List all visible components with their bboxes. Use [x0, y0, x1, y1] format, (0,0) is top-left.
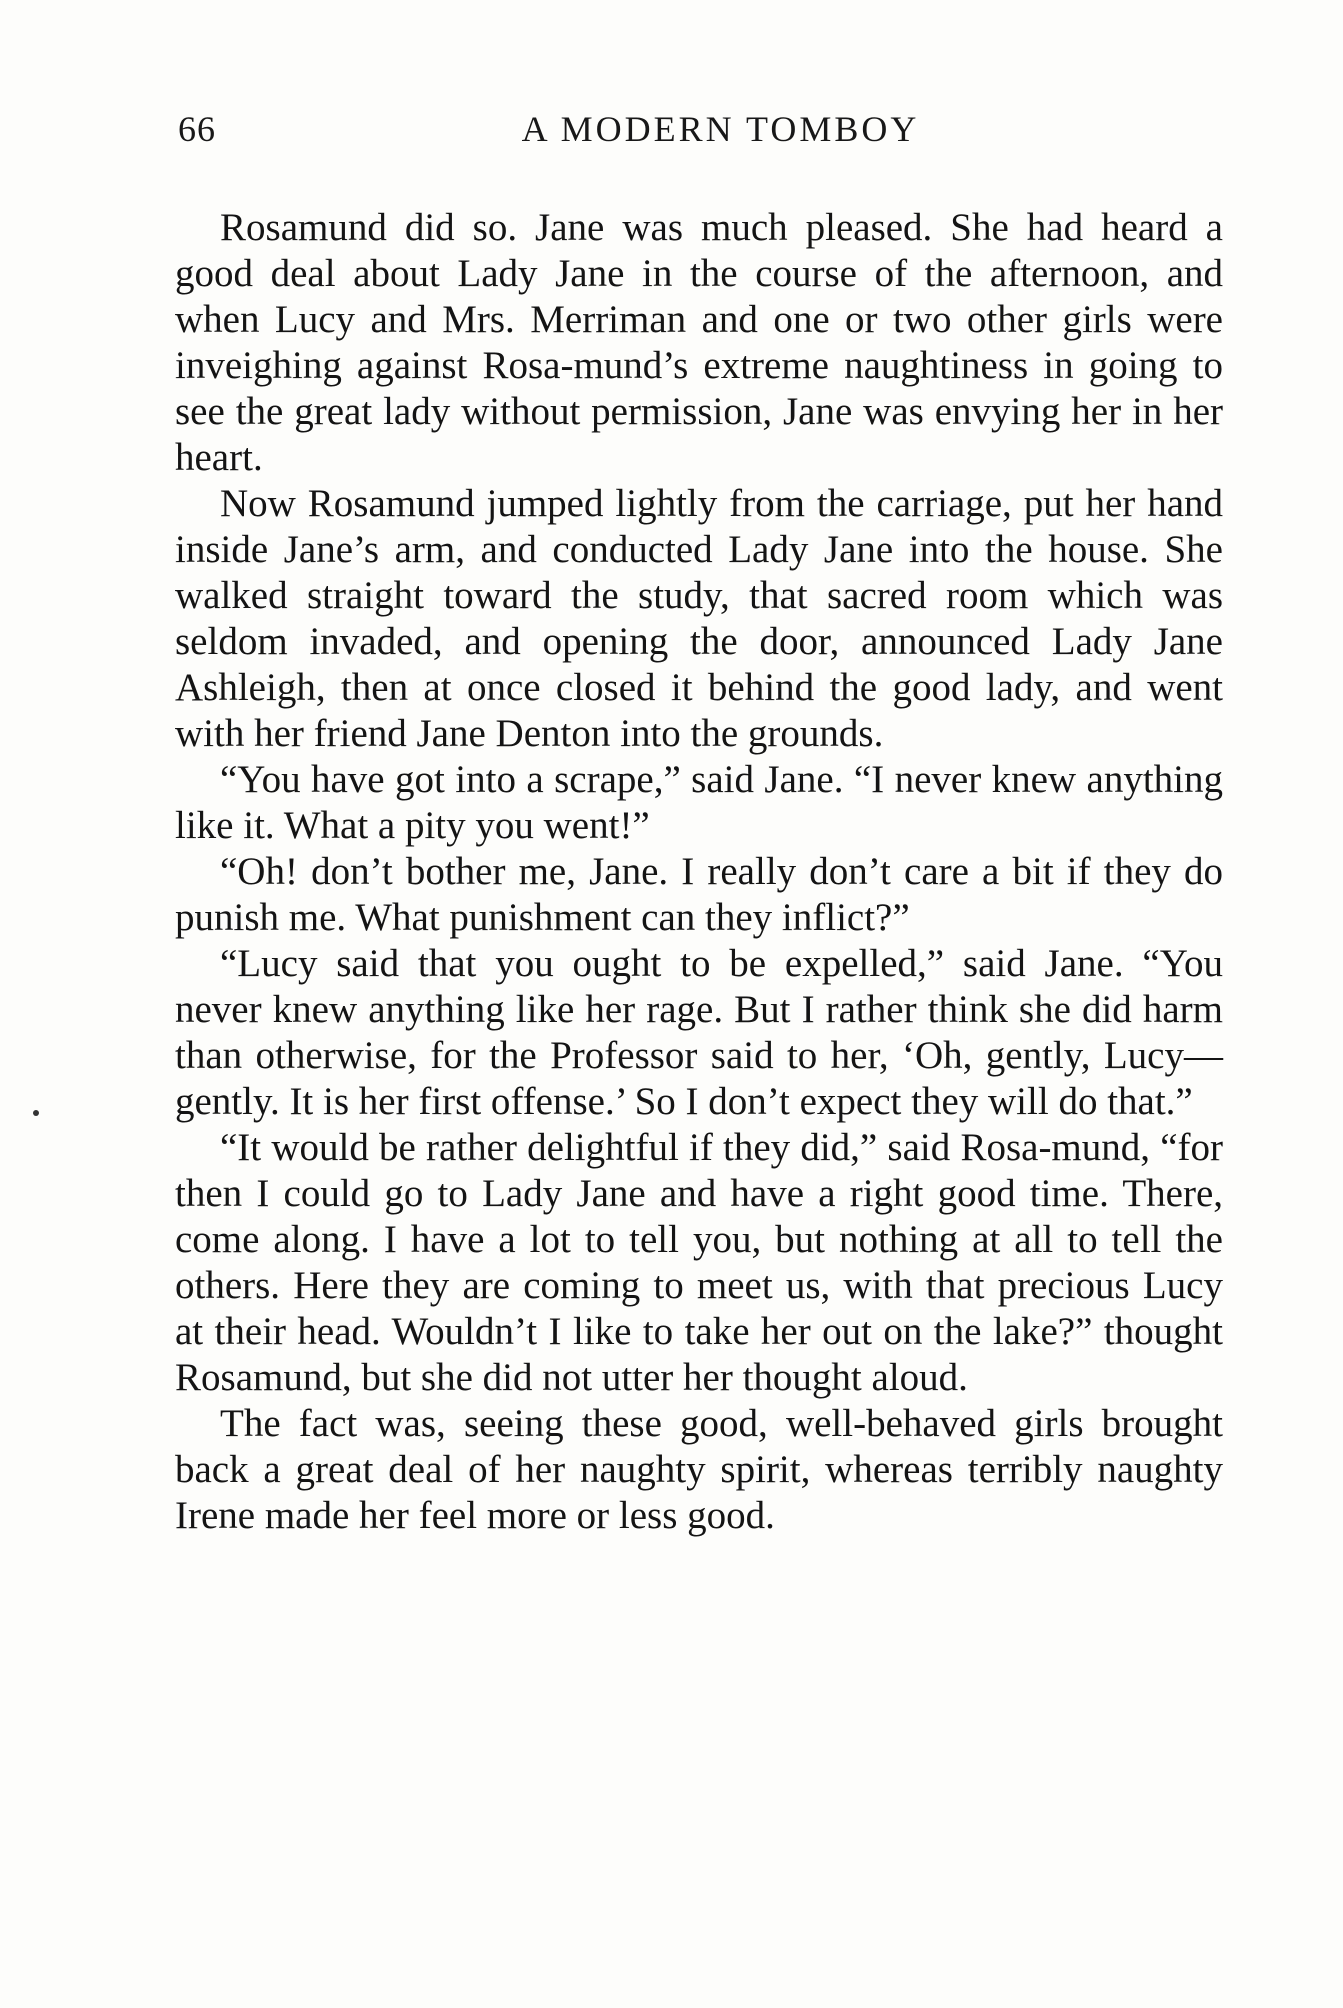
page-number: 66 [178, 109, 216, 149]
body-text [175, 205, 1223, 1539]
paragraph: “Lucy said that you ought to be expelled,” said Jane. “You never knew anything like her rage. But I rather think she did harm than otherwise, for the Professor said to her, ‘Oh, gently, Lucy—gently. It is her first offense.’ So I don’t expect they will do that.” [175, 942, 1223, 1123]
paragraph: The fact was, seeing these good, well-behaved girls brought back a great deal of her naughty spirit, whereas terribly naughty Irene made her feel more or less good. [175, 1402, 1223, 1537]
page-header [178, 108, 1223, 158]
paragraph: “You have got into a scrape,” said Jane. “I never knew anything like it. What a pity you went!” [175, 758, 1223, 847]
paragraph: “Oh! don’t bother me, Jane. I really don’t care a bit if they do punish me. What punishment can they inflict?” [175, 850, 1223, 939]
paragraph: “It would be rather delightful if they did,” said Rosa-mund, “for then I could go to Lady Jane and have a right good time. There, come along. I have a lot to tell you, but nothing at all to tell the others. Here they are coming to meet us, with that precious Lucy at their head. Wouldn’t I like to take her out on the lake?” thought Rosamund, but she did not utter her thought aloud. [175, 1126, 1223, 1399]
running-title: A MODERN TOMBOY [521, 109, 920, 149]
paragraph: Rosamund did so. Jane was much pleased. She had heard a good deal about Lady Jane in the course of the afternoon, and when Lucy and Mrs. Merriman and one or two other girls were inveighing against Rosa-mund’s extreme naughtiness in going to see the great lady without permission, Jane was envying her in her heart. [175, 206, 1223, 479]
margin-ink-dot [33, 1110, 39, 1116]
paragraph: Now Rosamund jumped lightly from the carriage, put her hand inside Jane’s arm, and conducted Lady Jane into the house. She walked straight toward the study, that sacred room which was seldom invaded, and opening the door, announced Lady Jane Ashleigh, then at once closed it behind the good lady, and went with her friend Jane Denton into the grounds. [175, 482, 1223, 755]
